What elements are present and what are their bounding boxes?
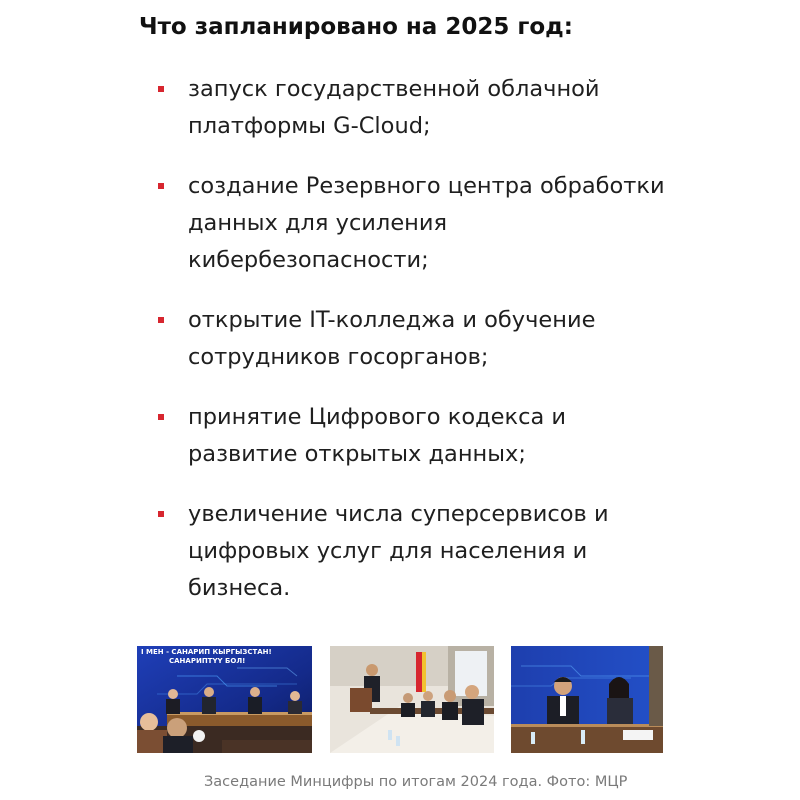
list-item-text: создание Резервного центра обработки данных для усиления кибербезопасности; [188, 173, 665, 273]
bullet-marker [158, 86, 164, 92]
photo-gallery [137, 646, 663, 753]
meeting-photo-2[interactable] [330, 646, 494, 753]
list-item-text: увеличение числа суперсервисов и цифровых услуг для населения и бизнеса. [188, 501, 609, 601]
bullet-marker [158, 183, 164, 189]
meeting-photo-1[interactable] [137, 646, 312, 753]
photo-caption: Заседание Минцифры по итогам 2024 года. Фото: МЦР [204, 774, 628, 790]
bullet-marker [158, 414, 164, 420]
banner-line-2: САНАРИПТҮҮ БОЛ! [169, 657, 246, 665]
list-item [158, 496, 678, 607]
list-item [158, 71, 678, 145]
list-item [158, 399, 678, 473]
meeting-photo-3[interactable] [511, 646, 663, 753]
list-item [158, 302, 678, 376]
banner-line-1: I МЕН - САНАРИП КЫРГЫЗСТАН! [141, 648, 272, 656]
bullet-marker [158, 511, 164, 517]
section-heading: Что запланировано на 2025 год: [139, 14, 573, 40]
list-item [158, 168, 678, 279]
list-item-text: открытие IT-колледжа и обучение сотрудников госорганов; [188, 307, 596, 370]
list-item-text: принятие Цифрового кодекса и развитие открытых данных; [188, 404, 567, 467]
bullet-marker [158, 317, 164, 323]
banner-slogan [141, 648, 272, 666]
plan-list [158, 71, 678, 630]
list-item-text: запуск государственной облачной платформы G-Cloud; [188, 76, 600, 139]
